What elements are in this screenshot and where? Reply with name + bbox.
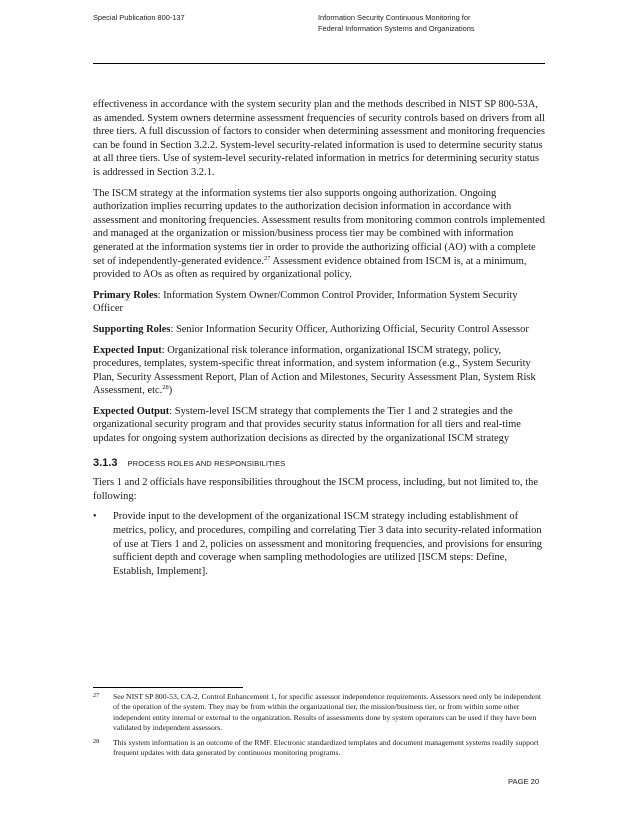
page-body <box>93 98 545 578</box>
primary-roles <box>93 289 545 316</box>
expected-input-close: ) <box>168 385 173 397</box>
header-title-line-2: Federal Information Systems and Organizations <box>318 23 475 33</box>
expected-input <box>93 344 545 398</box>
footnote-text: See NIST SP 800-53, CA-2, Control Enhancement 1, for specific assessor independence requirements. Assessors need only be independent of the operation of the system. They may be from within the organizational tier, the mission/business tier, or from within some other independent entity internal or external to the organization. Results of assessments done by system operators can be used if they have been validated by independent assessors. <box>113 692 542 732</box>
footnote-ref-28[interactable]: 28 <box>162 384 169 392</box>
expected-output <box>93 405 545 446</box>
supporting-roles <box>93 323 545 337</box>
supporting-roles-text: : Senior Information Security Officer, Authorizing Official, Security Control Assessor <box>170 323 529 335</box>
primary-roles-text: : Information System Owner/Common Control Provider, Information System Security Officer <box>93 289 518 315</box>
header-title-line-1: Information Security Continuous Monitoring for <box>318 13 471 22</box>
header-rule <box>93 63 545 64</box>
footnote-28 <box>93 738 545 759</box>
section-intro: Tiers 1 and 2 officials have responsibilities throughout the ISCM process, including, but not limited to, the following: <box>93 477 538 502</box>
footnote-number: 28 <box>93 738 100 745</box>
paragraph-ongoing-authorization <box>93 187 545 282</box>
list-item <box>93 510 545 578</box>
section-number: 3.1.3 <box>93 456 118 469</box>
footnote-number: 27 <box>93 692 100 699</box>
footnote-27 <box>93 692 545 733</box>
paragraph-text: Assessment evidence obtained from ISCM is, at a minimum, provided to AOs as often as required by organizational policy. <box>93 255 527 281</box>
paragraph-effectiveness: effectiveness in accordance with the system security plan and the methods described in NIST SP 800-53A, as amended. System owners determine assessment frequencies of security controls based on drivers from all three tiers. A full discussion of factors to consider when determining assessment and monitoring frequencies can be found in Section 3.2.2. System-level security-related information is used to determine security status at all three tiers. Use of system-level security-related information in metrics for determining security status is addressed in Section 3.2.1. <box>93 99 545 178</box>
supporting-roles-label: Supporting Roles <box>93 323 171 335</box>
section-heading <box>93 457 545 471</box>
section-title: PROCESS ROLES AND RESPONSIBILITIES <box>127 458 286 468</box>
expected-output-label: Expected Output <box>93 405 170 417</box>
footnote-rule <box>93 687 243 688</box>
page-number: PAGE 20 <box>508 777 540 786</box>
expected-input-label: Expected Input <box>93 344 162 356</box>
paragraph-text: The ISCM strategy at the information systems tier also supports ongoing authorization. Ongoing authorization implies recurring updates to the authorization decision information in accordance with assessment and monitoring frequencies. Assessment results from monitoring common controls implemented and managed at the organization or mission/business process tier may be combined with information generated at the information systems tier in order to provide the authorizing official (AO) with a complete set of independently-generated evidence. <box>93 187 545 267</box>
expected-input-text: : Organizational risk tolerance information, organizational ISCM strategy, policy, procedures, templates, system-specific threat information, and system information (e.g., System Security Plan, Security Assessment Report, Plan of Action and Milestones, Security Assessment Plan, System Risk Assessment, etc. <box>93 344 536 397</box>
expected-output-text: : System-level ISCM strategy that complements the Tier 1 and 2 strategies and the organizational security program and that provides security status information for all tiers and real-time updates for ongoing system authorization decisions as directed by the organizational ISCM strategy <box>93 405 521 445</box>
header-publication: Special Publication 800-137 <box>93 13 185 22</box>
header-title <box>318 13 475 34</box>
footnote-ref-27[interactable]: 27 <box>263 254 271 262</box>
footnote-text: This system information is an outcome of the RMF. Electronic standardized templates and document management systems readily support frequent updates with data generated by continuous monitoring programs. <box>113 738 539 758</box>
list-item-text: Provide input to the development of the organizational ISCM strategy including establishment of metrics, policy, and procedures, compiling and correlating Tier 3 data into security-related information of use at Tiers 1 and 2, policies on assessment and monitoring frequencies, and provisions for ensuring sufficient depth and coverage when sampling methodologies are utilized [ISCM steps: Define, Establish, Implement]. <box>113 511 543 577</box>
primary-roles-label: Primary Roles <box>93 289 158 301</box>
bullet-icon: • <box>93 511 97 523</box>
